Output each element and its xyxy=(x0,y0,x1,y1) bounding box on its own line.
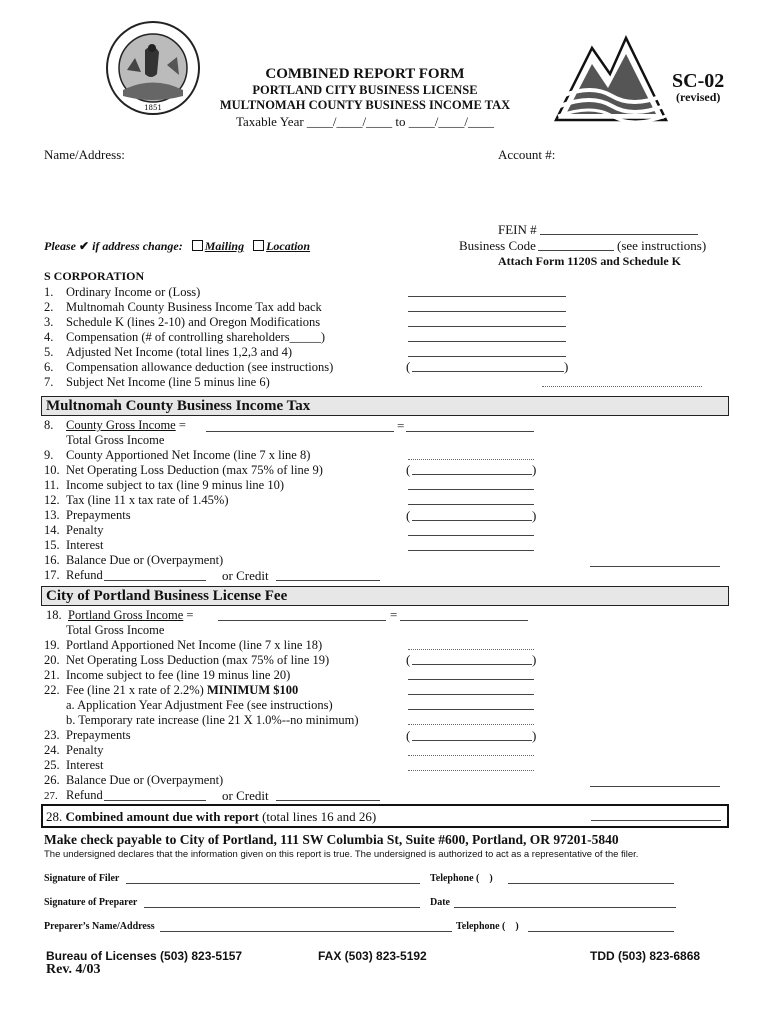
agency-logo xyxy=(552,34,670,124)
open-paren: ( xyxy=(406,462,411,477)
line-label: Portland Apportioned Net Income (line 7 x line 18) xyxy=(66,638,323,652)
county-line-12 xyxy=(44,493,229,508)
line-17-or-credit: or Credit xyxy=(222,568,269,583)
county-line-11 xyxy=(44,478,284,493)
line-20-field[interactable] xyxy=(412,664,532,665)
s-corp-line-5 xyxy=(44,345,292,360)
declaration: The undersigned declares that the information given on this report is true. The undersigned is authorized to act as a representative of the filer. xyxy=(44,849,639,860)
line-number: 9. xyxy=(44,448,54,462)
svg-text:1851: 1851 xyxy=(144,104,162,112)
close-paren: ) xyxy=(532,462,537,477)
mailing-label: Mailing xyxy=(204,239,245,253)
line-label: Adjusted Net Income (total lines 1,2,3 and 4) xyxy=(66,345,292,359)
county-section-header xyxy=(41,396,729,416)
line-number: 25. xyxy=(44,758,60,772)
header-line-county: MULTNOMAH COUNTY BUSINESS INCOME TAX xyxy=(219,98,511,112)
line-number: 23. xyxy=(44,728,60,742)
county-line-14 xyxy=(44,523,104,538)
line-25-field[interactable] xyxy=(408,770,534,771)
line-27-credit-field[interactable] xyxy=(276,800,380,801)
telephone-preparer-field[interactable] xyxy=(528,931,674,932)
line-label: Penalty xyxy=(66,523,104,537)
s-corp-line-2 xyxy=(44,300,322,315)
line-number: 27. xyxy=(44,790,58,802)
s-corp-line-7 xyxy=(44,375,270,390)
taxable-year: Taxable Year ____/____/____ to ____/____/____ xyxy=(236,114,494,129)
line-label: Combined amount due with report xyxy=(65,809,259,824)
line-label: Penalty xyxy=(66,743,104,757)
line-18-numerator-field[interactable] xyxy=(218,620,386,621)
line-15-field[interactable] xyxy=(408,550,534,551)
attach-note: Attach Form 1120S and Schedule K xyxy=(498,254,682,268)
city-line-24 xyxy=(44,743,104,758)
line-number: 14. xyxy=(44,523,60,537)
date-field[interactable] xyxy=(454,907,676,908)
fax-phone: FAX (503) 823-5192 xyxy=(318,949,427,963)
line-label: Interest xyxy=(66,538,104,552)
county-line-13 xyxy=(44,508,131,523)
line-6-field[interactable] xyxy=(412,371,564,372)
line-27-refund-field[interactable] xyxy=(104,800,206,801)
location-checkbox[interactable] xyxy=(253,240,264,251)
line-label: a. Application Year Adjustment Fee (see instructions) xyxy=(66,698,333,712)
s-corp-line-6 xyxy=(44,360,333,375)
close-paren: ) xyxy=(532,508,537,523)
line-11-field[interactable] xyxy=(408,489,534,490)
form-code: SC-02 xyxy=(672,70,725,92)
open-paren: ( xyxy=(406,359,411,374)
line-8-numerator-field[interactable] xyxy=(206,431,394,432)
telephone-filer-field[interactable] xyxy=(508,883,674,884)
city-line-18-sub xyxy=(44,623,164,638)
date-label: Date xyxy=(430,897,450,908)
county-line-9 xyxy=(44,448,310,463)
check-mark-icon: ✔ xyxy=(79,239,90,253)
open-paren: ( xyxy=(406,728,411,743)
s-corp-line-1 xyxy=(44,285,200,300)
s-corp-line-3 xyxy=(44,315,320,330)
line-12-field[interactable] xyxy=(408,504,534,505)
line-number: 3. xyxy=(44,315,54,329)
city-line-26 xyxy=(44,773,223,788)
line-number: 11. xyxy=(44,478,60,492)
line-label: Interest xyxy=(66,758,104,772)
line-27-or-credit: or Credit xyxy=(222,788,269,803)
combined-amount-box xyxy=(41,804,729,828)
line-label: Net Operating Loss Deduction (max 75% of line 19) xyxy=(66,653,330,667)
line-19-field[interactable] xyxy=(408,649,534,650)
line-number: 2. xyxy=(44,300,54,314)
line-label: b. Temporary rate increase (line 21 X 1.0%--no minimum) xyxy=(66,713,359,727)
form-revised: (revised) xyxy=(676,90,721,104)
city-line-20 xyxy=(44,653,329,668)
line-label: Prepayments xyxy=(66,508,131,522)
telephone-text: Telephone ( xyxy=(456,921,506,932)
line-1-field[interactable] xyxy=(408,296,566,297)
line-number: 20. xyxy=(44,653,60,667)
line-label: Balance Due or (Overpayment) xyxy=(66,773,224,787)
close-paren: ) xyxy=(532,652,537,667)
line-number: 5. xyxy=(44,345,54,359)
line-3-field[interactable] xyxy=(408,326,566,327)
city-line-21 xyxy=(44,668,290,683)
city-line-25 xyxy=(44,758,103,773)
line-label: Schedule K (lines 2-10) and Oregon Modifications xyxy=(66,315,321,329)
line-number: 15. xyxy=(44,538,60,552)
county-line-8: 8. County Gross Income = xyxy=(44,418,186,432)
fein-label: FEIN # xyxy=(498,222,537,237)
line-label: Compensation (# of controlling shareholders_____) xyxy=(66,330,325,344)
preparer-name-field[interactable] xyxy=(160,931,452,932)
open-paren: ( xyxy=(406,508,411,523)
line-21-field[interactable] xyxy=(408,679,534,680)
city-line-19 xyxy=(44,638,322,653)
line-number: 12. xyxy=(44,493,60,507)
line-10-field[interactable] xyxy=(412,474,532,475)
line-number: 16. xyxy=(44,553,60,567)
signature-preparer-label: Signature of Preparer xyxy=(44,897,138,908)
payable-note: Make check payable to City of Portland, 111 SW Columbia St, Suite #600, Portland, OR 97201-5840 xyxy=(44,832,619,847)
open-paren: ( xyxy=(406,652,411,667)
line-17-credit-field[interactable] xyxy=(276,580,380,581)
line-16-field[interactable] xyxy=(590,566,720,567)
county-line-17 xyxy=(44,568,103,583)
line-label: Balance Due or (Overpayment) xyxy=(66,553,224,567)
line-number: 13. xyxy=(44,508,60,522)
line-label: Net Operating Loss Deduction (max 75% of line 9) xyxy=(66,463,323,477)
line-label: Subject Net Income (line 5 minus line 6) xyxy=(66,375,270,389)
line-number: 1. xyxy=(44,285,54,299)
line-26-field[interactable] xyxy=(590,786,720,787)
s-corp-line-4 xyxy=(44,330,325,345)
county-heading: Multnomah County Business Income Tax xyxy=(46,398,311,414)
fein-field[interactable] xyxy=(540,234,698,235)
name-address-label: Name/Address: xyxy=(44,147,125,162)
line-number: 24. xyxy=(44,743,60,757)
line-22-field[interactable] xyxy=(408,694,534,695)
line-number: 8. xyxy=(44,418,54,432)
business-code-field[interactable] xyxy=(538,250,614,251)
combined-amount-label xyxy=(46,809,376,824)
line-24-field[interactable] xyxy=(408,755,534,756)
county-line-15 xyxy=(44,538,103,553)
telephone-text: Telephone ( xyxy=(430,873,480,884)
line-label: Ordinary Income or (Loss) xyxy=(66,285,201,299)
address-change-text: if address change: xyxy=(92,239,183,253)
line-label: Fee (line 21 x rate of 2.2%) xyxy=(66,683,204,697)
line-17-refund-field[interactable] xyxy=(104,580,206,581)
line-8-ratio-field[interactable] xyxy=(406,431,534,432)
telephone-label-2: Telephone ( ) xyxy=(456,921,519,932)
line-label: Refund xyxy=(66,568,103,582)
signature-filer-field[interactable] xyxy=(126,883,420,884)
line-label: County Apportioned Net Income (line 7 x line 8) xyxy=(66,448,311,462)
city-line-18: 18. Portland Gross Income = xyxy=(46,608,194,622)
close-paren: ) xyxy=(532,728,537,743)
city-seal xyxy=(105,20,201,116)
line-9-field[interactable] xyxy=(408,459,534,460)
city-line-22 xyxy=(44,683,298,698)
signature-preparer-field[interactable] xyxy=(144,907,420,908)
city-section-header xyxy=(41,586,729,606)
line-4-field[interactable] xyxy=(408,341,566,342)
account-label: Account #: xyxy=(498,147,556,162)
equals-sign: = xyxy=(390,607,398,622)
line-number: 22. xyxy=(44,683,60,697)
line-label: Compensation allowance deduction (see instructions) xyxy=(66,360,334,374)
city-line-22b xyxy=(44,713,359,728)
line-hint: (total lines 16 and 26) xyxy=(262,809,377,824)
line-5-field[interactable] xyxy=(408,356,566,357)
line-7-field[interactable] xyxy=(542,386,702,387)
line-label: Refund xyxy=(66,788,103,802)
city-heading: City of Portland Business License Fee xyxy=(46,588,288,604)
county-line-8-sub xyxy=(44,433,164,448)
minimum-note: MINIMUM $100 xyxy=(206,683,299,697)
line-28-field[interactable] xyxy=(591,820,721,821)
line-22a-field[interactable] xyxy=(408,709,534,710)
telephone-label: Telephone ( ) xyxy=(430,873,493,884)
line-2-field[interactable] xyxy=(408,311,566,312)
line-number: 17. xyxy=(44,568,60,582)
line-number: 6. xyxy=(44,360,54,374)
line-sub-label: Total Gross Income xyxy=(66,623,165,637)
city-line-22a xyxy=(44,698,333,713)
line-23-field[interactable] xyxy=(412,740,532,741)
line-label: Tax (line 11 x tax rate of 1.45%) xyxy=(66,493,229,507)
city-line-27 xyxy=(44,788,103,804)
line-label: Prepayments xyxy=(66,728,131,742)
preparer-name-label: Preparer’s Name/Address xyxy=(44,921,155,932)
line-number: 21. xyxy=(44,668,60,682)
equals-sign: = xyxy=(397,418,405,433)
tdd-phone: TDD (503) 823-6868 xyxy=(590,949,701,963)
city-line-23 xyxy=(44,728,131,743)
s-corp-heading: S CORPORATION xyxy=(44,269,145,283)
line-sub-label: Total Gross Income xyxy=(66,433,165,447)
line-number: 18. xyxy=(46,608,62,622)
mailing-checkbox[interactable] xyxy=(192,240,203,251)
county-line-16 xyxy=(44,553,223,568)
line-label: County Gross Income xyxy=(66,418,176,432)
line-18-ratio-field[interactable] xyxy=(400,620,528,621)
county-line-10 xyxy=(44,463,323,478)
address-change xyxy=(44,239,310,254)
line-label: Income subject to fee (line 19 minus line 20) xyxy=(66,668,291,682)
close-paren: ) xyxy=(564,359,569,374)
address-change-prefix: Please xyxy=(44,239,76,253)
form-title: COMBINED REPORT FORM xyxy=(265,66,465,82)
line-number: 19. xyxy=(44,638,60,652)
line-14-field[interactable] xyxy=(408,535,534,536)
revision-date: Rev. 4/03 xyxy=(46,962,101,977)
line-13-field[interactable] xyxy=(412,520,532,521)
line-number: 7. xyxy=(44,375,54,389)
line-label: Portland Gross Income xyxy=(68,608,184,622)
line-number: 26. xyxy=(44,773,60,787)
line-number: 28. xyxy=(46,809,63,824)
business-code-label: Business Code xyxy=(459,238,536,253)
line-number: 10. xyxy=(44,463,60,477)
line-label: Income subject to tax (line 9 minus line 10) xyxy=(66,478,285,492)
line-label: Multnomah County Business Income Tax add back xyxy=(66,300,322,314)
business-code-hint: (see instructions) xyxy=(617,238,707,253)
line-22b-field[interactable] xyxy=(408,724,534,725)
location-label: Location xyxy=(266,239,311,253)
signature-filer-label: Signature of Filer xyxy=(44,873,120,884)
bureau-phone: Bureau of Licenses (503) 823-5157 xyxy=(46,949,243,963)
line-number: 4. xyxy=(44,330,54,344)
header-line-city: PORTLAND CITY BUSINESS LICENSE xyxy=(252,83,478,97)
